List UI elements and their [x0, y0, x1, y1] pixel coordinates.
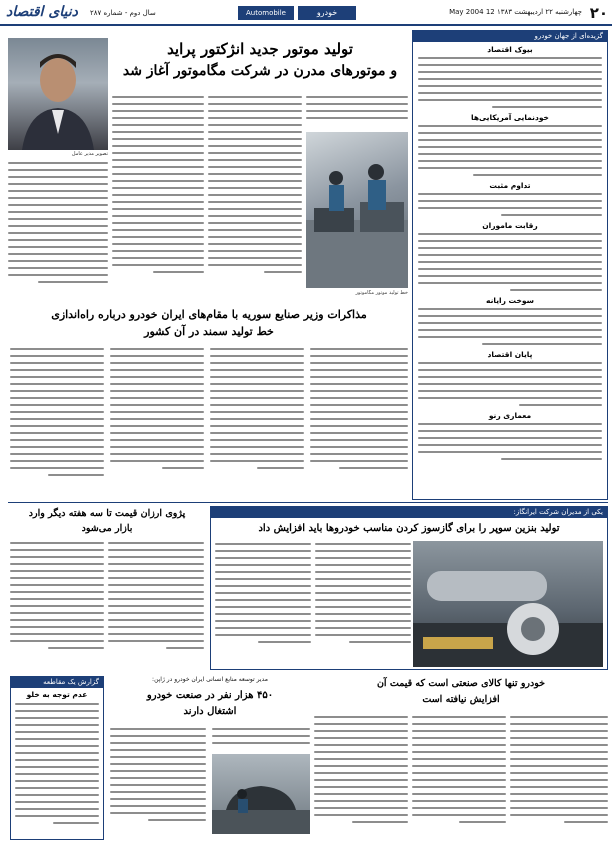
parts-column-1 — [10, 542, 104, 670]
main-headline-line1: تولید موتور جدید انژکتور پراید — [167, 40, 353, 58]
syria-column-1 — [10, 348, 104, 498]
section-label-en: Automobile — [238, 6, 294, 20]
news-item-title: خودنمایی آمریکایی‌ها — [471, 113, 549, 122]
small-box-body — [11, 701, 103, 831]
issue-number: سال دوم - شماره ۲۸۷ — [90, 9, 156, 17]
factory-scene — [306, 132, 408, 288]
news-item-body — [418, 233, 602, 291]
news-item-title: معماری رنو — [488, 411, 532, 420]
employment-column-1 — [110, 728, 206, 840]
syria-column-3 — [210, 348, 304, 498]
section-label-fa: خودرو — [298, 6, 356, 20]
news-item-title: پایان اقتصاد — [487, 350, 533, 359]
national-headline-line2: افزایش نیافته است — [422, 694, 500, 705]
parts-headline — [10, 506, 204, 538]
engine-photo — [413, 541, 603, 667]
syria-column-2 — [110, 348, 204, 498]
factory-caption: خط تولید موتور مگاموتور — [355, 290, 408, 296]
engine-scene — [413, 541, 603, 667]
car-photo — [212, 754, 310, 834]
national-column-3 — [510, 716, 608, 840]
portrait-caption: تصویر مدیر عامل — [71, 151, 108, 157]
news-box — [412, 30, 608, 500]
main-column-text-2 — [208, 96, 302, 306]
newspaper-logo: دنیای اقتصاد — [6, 4, 78, 20]
employment-headline — [110, 688, 310, 724]
issue-date: چهارشنبه ۲۲ اردیبهشت ۱۳۸۳ 12 May 2004 — [449, 8, 582, 16]
news-item-body — [418, 308, 602, 345]
main-headline — [112, 38, 408, 90]
news-item-body — [418, 193, 602, 216]
syria-headline — [10, 306, 408, 344]
main-headline-line2: و موتورهای مدرن در شرکت مگاموتور آغاز شد — [122, 63, 398, 79]
small-box — [10, 676, 104, 840]
national-column-2 — [412, 716, 506, 840]
gas-column-1 — [215, 543, 311, 667]
section-divider — [8, 502, 608, 503]
news-item-title: تداوم مثبت — [489, 181, 531, 190]
small-box-title: گزارش یک مقاطعه — [11, 677, 103, 688]
syria-column-4 — [310, 348, 408, 498]
portrait-photo — [8, 38, 108, 150]
page-header — [0, 0, 612, 26]
employment-headline-line1: ۴۵۰ هزار نفر در صنعت خودرو — [146, 690, 274, 701]
news-item-body — [418, 125, 602, 176]
main-column-text-1 — [112, 96, 204, 306]
news-item-title: بیوک اقتصاد — [487, 45, 533, 54]
gas-article — [210, 506, 608, 670]
news-item-title: رقابت ماموران — [482, 221, 538, 230]
national-headline — [314, 676, 608, 712]
main-column-text-3 — [306, 96, 408, 130]
parts-headline-line1: پژوی ارزان قیمت تا سه هفته دیگر وارد — [28, 508, 186, 519]
news-item-title: سوخت رایانه — [486, 296, 534, 305]
gas-headline: تولید بنزین سوپر را برای گازسوز کردن مناسب خودروها باید افزایش داد — [258, 523, 560, 534]
gas-kicker: یکی از مدیران شرکت ایرانگاز: — [211, 507, 607, 518]
employment-column-2 — [212, 728, 310, 752]
news-item-body — [418, 423, 602, 460]
news-box-title: گزیده‌ای از جهان خودرو — [413, 31, 607, 42]
gas-column-2 — [315, 543, 411, 667]
syria-headline-line1: مذاکرات وزیر صنایع سوریه با مقام‌های ایران خودرو درباره راه‌اندازی — [51, 308, 367, 321]
portrait-figure — [8, 38, 108, 150]
left-column-text — [8, 162, 108, 304]
parts-column-2 — [108, 542, 204, 670]
employment-kicker: مدیر توسعه منابع انسانی ایران خودرو در ژاپن: — [152, 676, 268, 683]
parts-headline-line2: بازار می‌شود — [81, 523, 133, 534]
national-headline-line1: خودرو تنها کالای صنعتی است که قیمت آن — [376, 678, 546, 689]
small-box-subtitle: عدم توجه به خلو — [26, 690, 88, 699]
syria-headline-line2: خط تولید سمند در آن کشور — [144, 325, 274, 338]
national-column-1 — [314, 716, 408, 840]
factory-photo — [306, 132, 408, 288]
page-number: ۲۰ — [589, 4, 608, 22]
employment-headline-line2: اشتغال دارند — [183, 706, 237, 717]
news-item-body — [418, 57, 602, 108]
car-scene — [212, 754, 310, 834]
news-item-body — [418, 362, 602, 406]
